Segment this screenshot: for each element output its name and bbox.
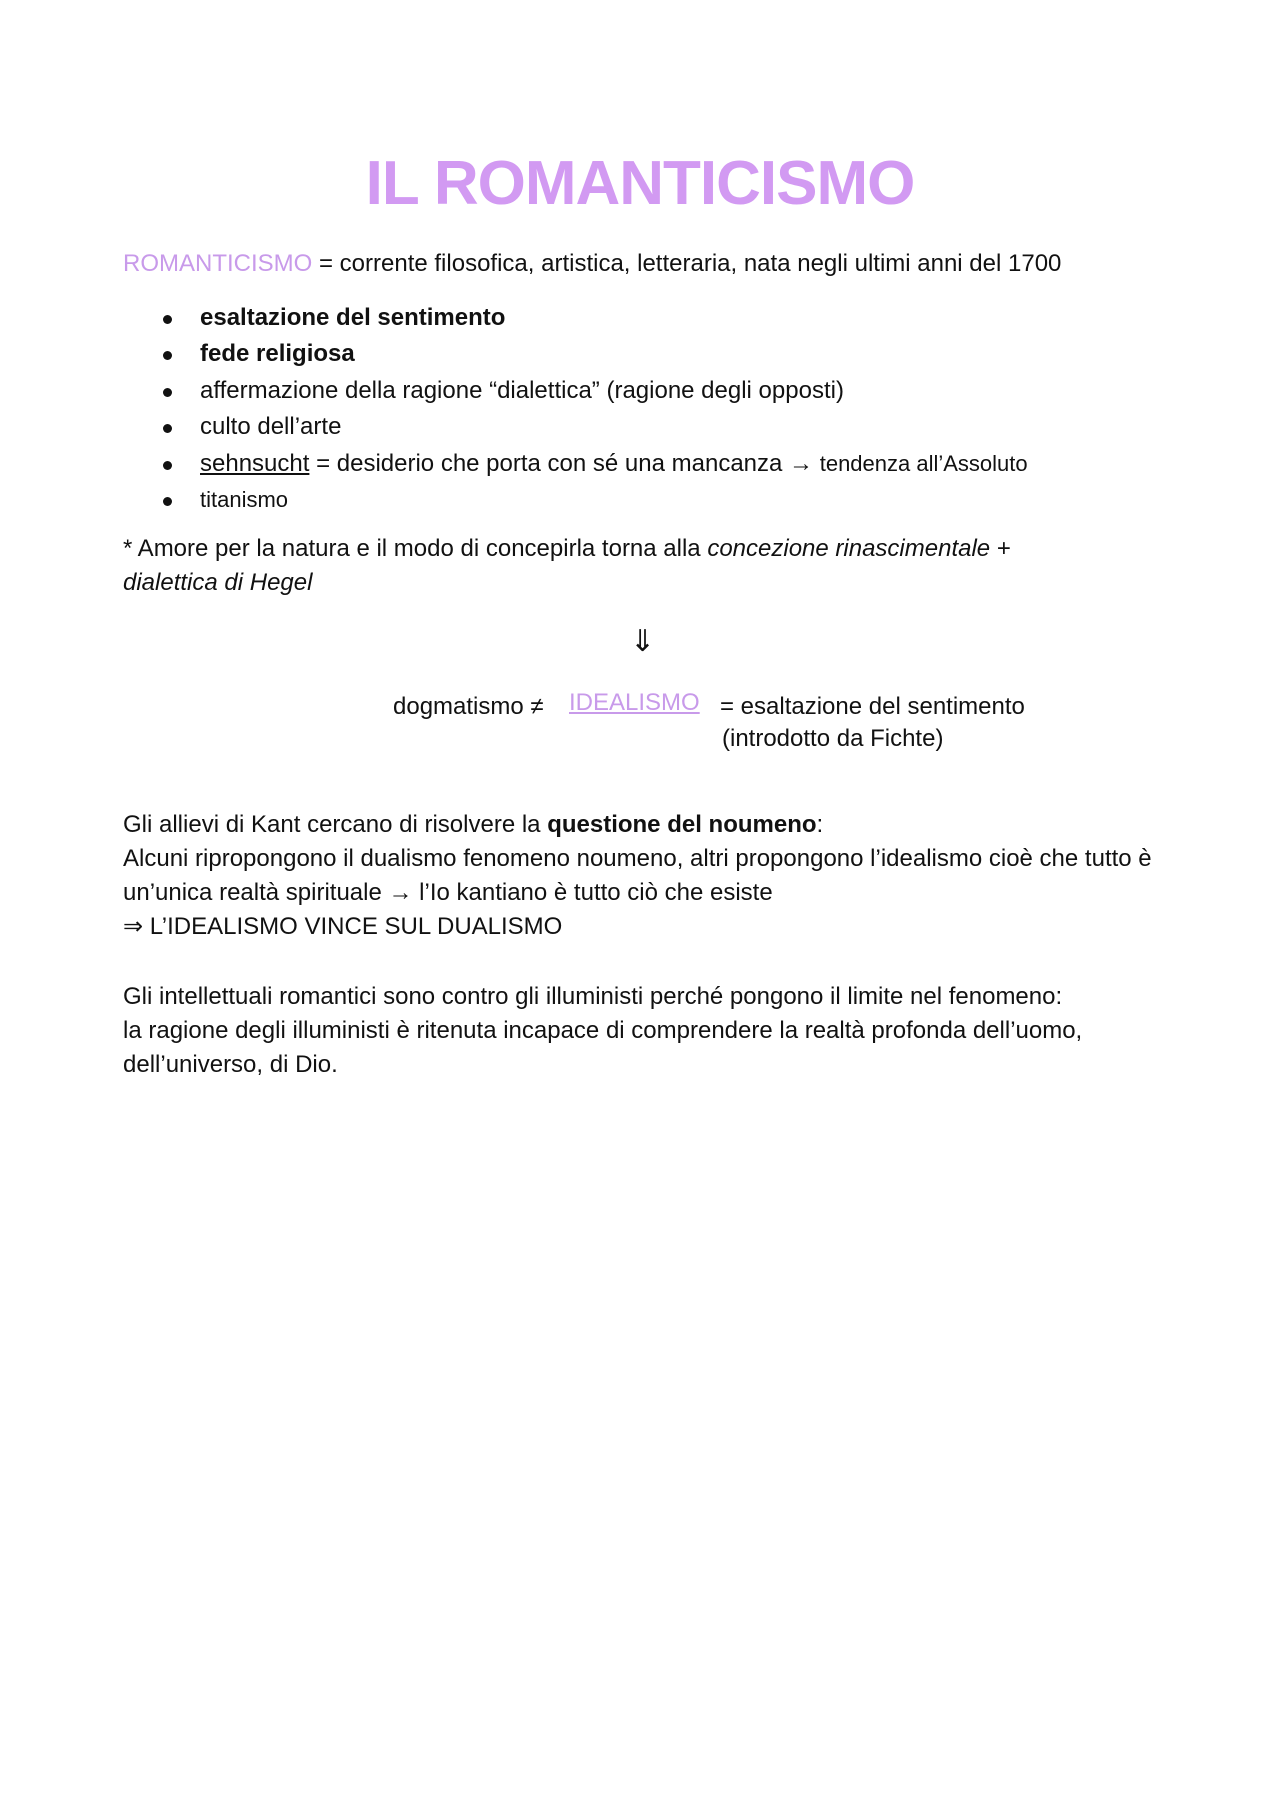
intellectuals-line1: Gli intellettuali romantici sono contro gli illuministi perché pongono il limite nel fenomeno: [123,983,1063,1010]
intro-definition [123,247,1061,281]
bullet-text: = desiderio che porta con sé una mancanza → [309,449,820,477]
note-plus: + [990,535,1011,562]
kant-line2: Alcuni ripropongono il dualismo fenomeno noumeno, altri propongono l’idealismo cioè che tutto è un’unica realtà spirituale → l’Io kantiano è tutto ciò che esiste [123,845,1152,906]
bullet-text: fede religiosa [200,340,355,368]
note-italic: concezione rinascimentale [707,535,991,562]
kant-bold: questione del noumeno [547,811,817,838]
dogmatismo-text: dogmatismo ≠ [393,693,544,720]
bullet-text: affermazione della ragione “dialettica” (ragione degli opposti) [200,376,844,404]
idealismo-source: (introdotto da Fichte) [722,725,944,752]
sehnsucht-term: sehnsucht [200,449,310,477]
note-italic: dialettica di Hegel [123,569,313,596]
kant-colon: : [816,811,824,838]
nature-note [123,532,1183,600]
bullet-text: titanismo [200,486,289,512]
bullet-tail: tendenza all’Assoluto [819,450,1028,476]
list-item [123,482,1028,518]
list-item [123,300,1028,336]
idealismo-term: IDEALISMO [569,689,700,716]
bullet-text: culto dell’arte [200,413,342,441]
characteristics-list [123,300,1028,518]
intellectuals-paragraph [123,980,1183,1082]
note-prefix: * Amore per la natura e il modo di concepirla torna alla [123,535,708,562]
implies-arrow: ⇓ [630,625,656,658]
romanticismo-term: ROMANTICISMO [123,250,313,277]
kant-lead: Gli allievi di Kant cercano di risolvere la [123,811,548,838]
list-item [123,336,1028,372]
intellectuals-line2: la ragione degli illuministi è ritenuta incapace di comprendere la realtà profonda dell’uomo, dell’universo, di Dio. [123,1017,1083,1078]
romanticismo-definition: = corrente filosofica, artistica, letteraria, nata negli ultimi anni del 1700 [312,250,1062,277]
bullet-text: esaltazione del sentimento [200,304,506,331]
list-item [123,373,1028,409]
list-item [123,409,1028,445]
kant-paragraph [123,808,1183,944]
page-title: IL ROMANTICISMO [365,149,915,218]
list-item [123,446,1028,482]
kant-conclusion: ⇒ L’IDEALISMO VINCE SUL DUALISMO [123,913,563,940]
idealismo-definition: = esaltazione del sentimento [720,693,1025,720]
